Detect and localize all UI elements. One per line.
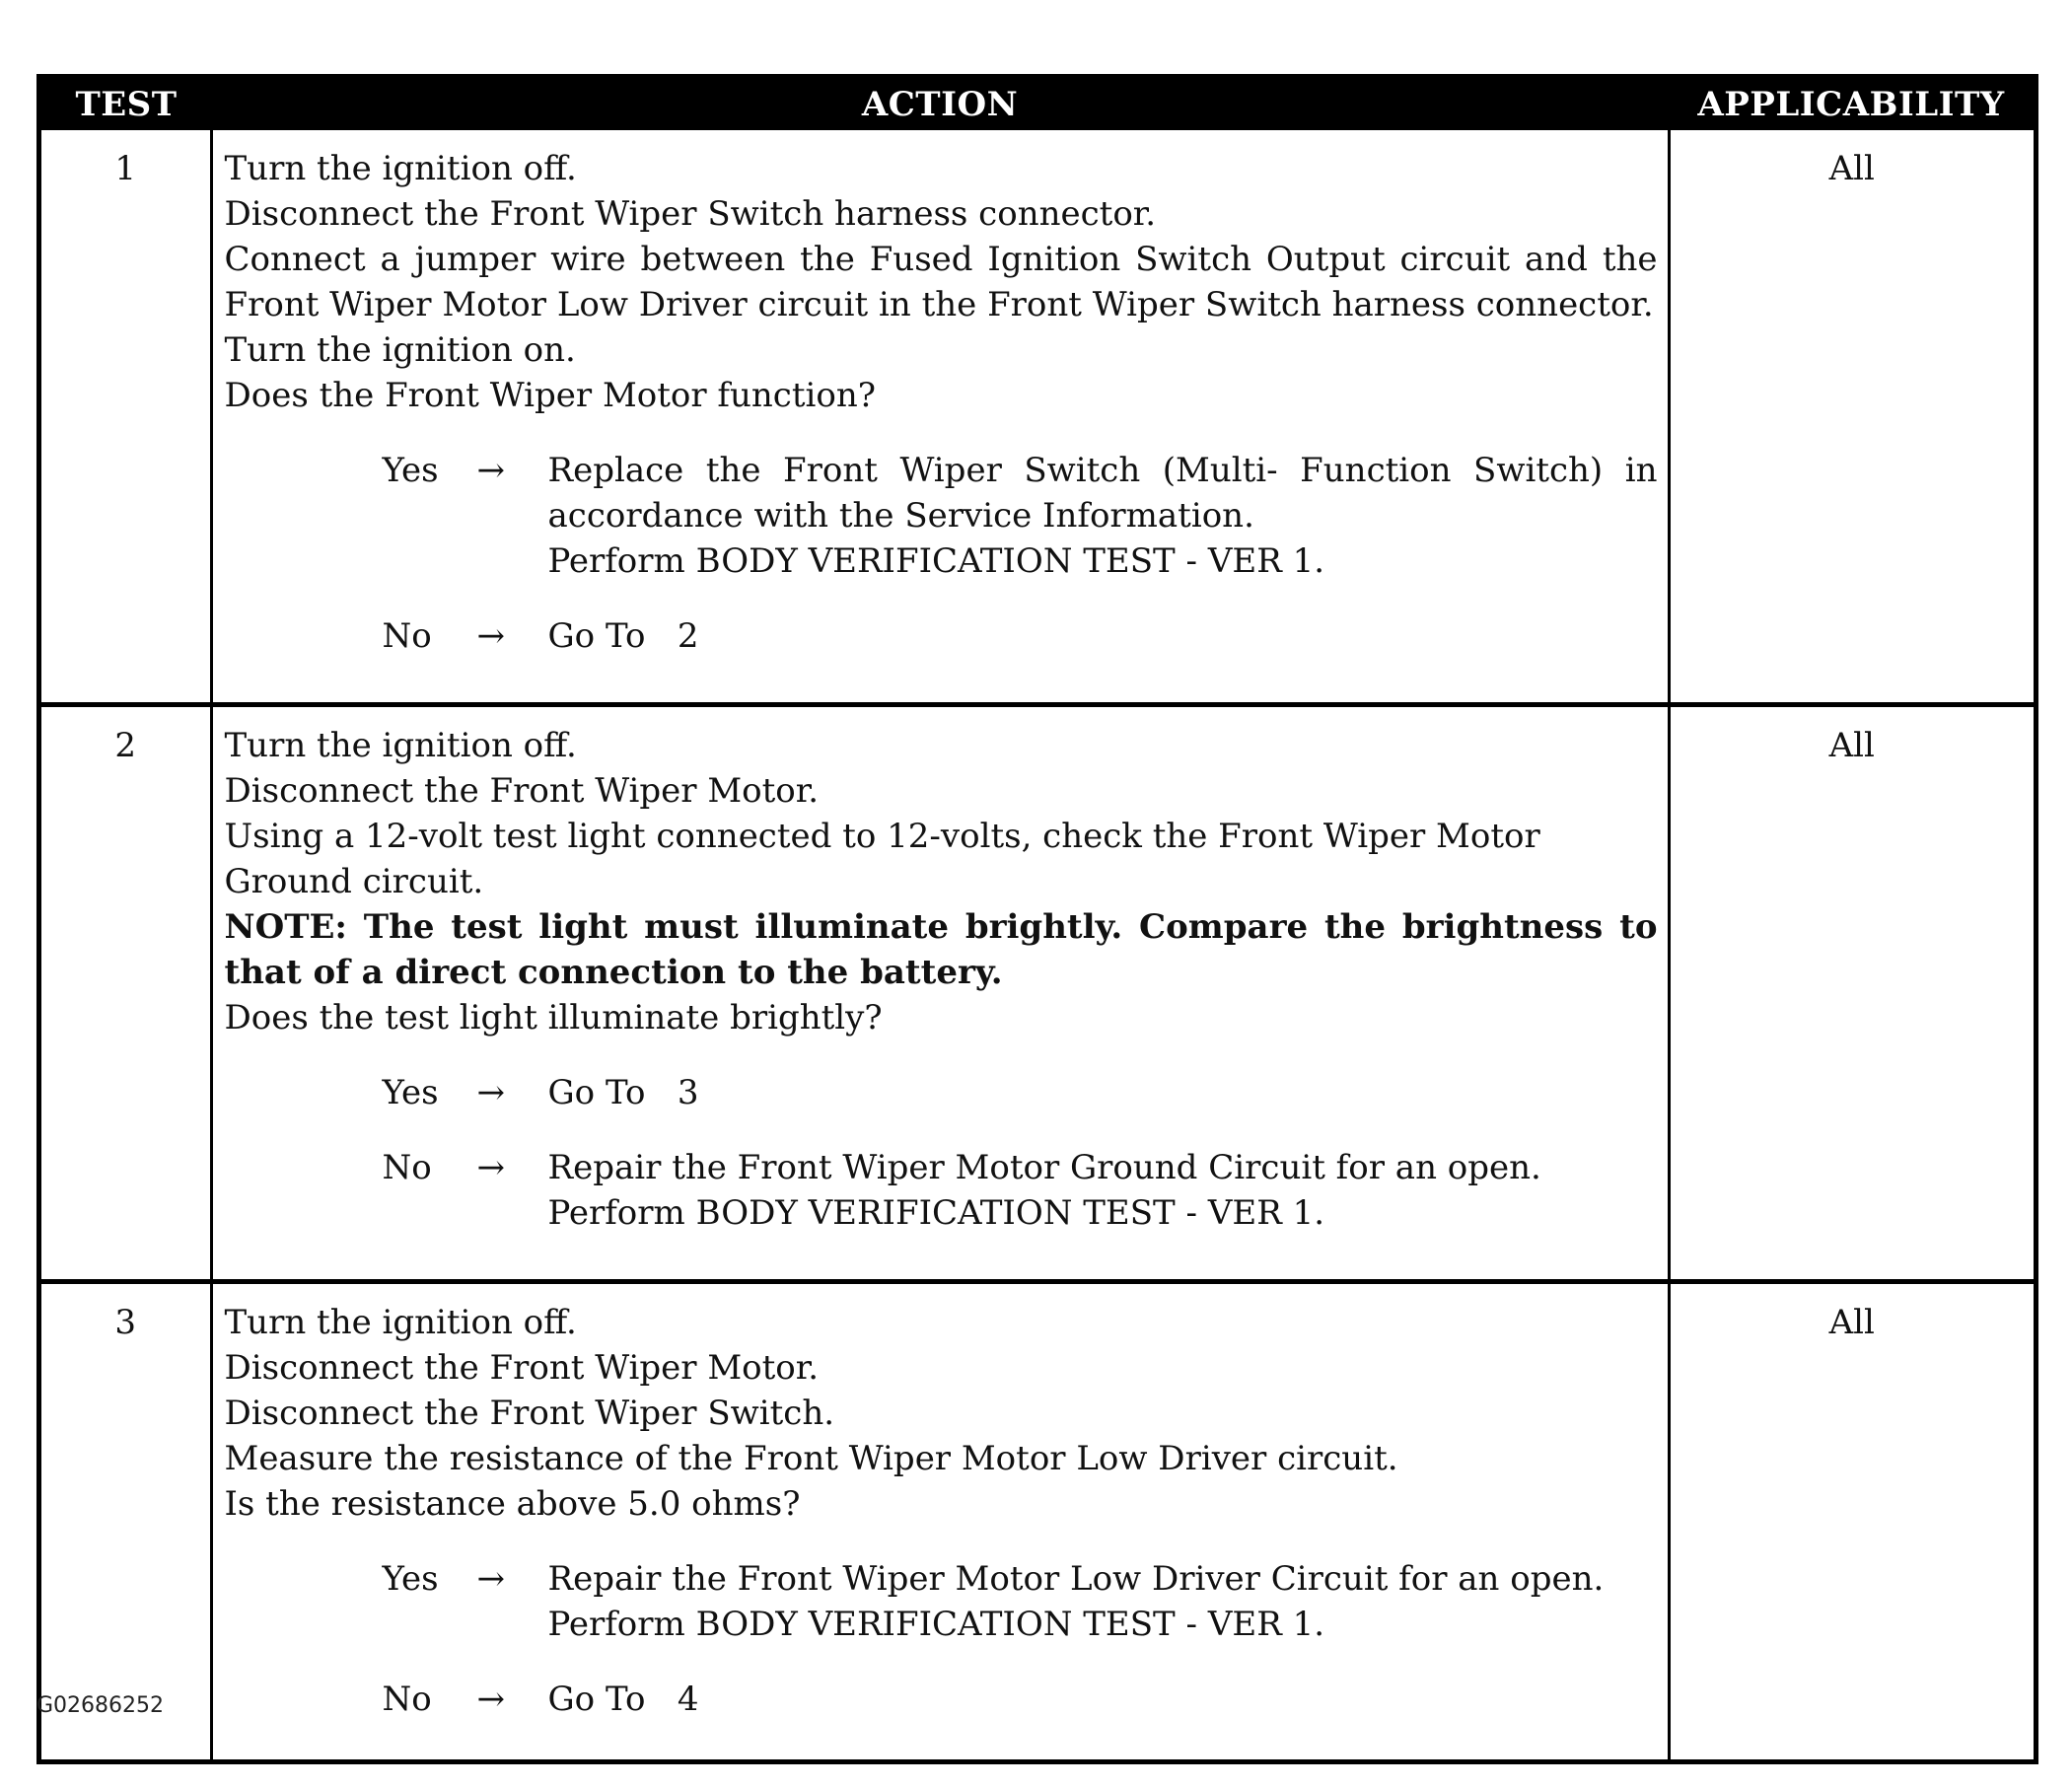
right-arrow-icon: → — [476, 451, 505, 490]
no-branch — [383, 1677, 1658, 1722]
right-arrow-icon: → — [476, 1559, 505, 1599]
no-label: No — [382, 1148, 432, 1187]
action-cell — [211, 705, 1669, 1282]
table-row — [41, 130, 2034, 705]
no-label: No — [382, 616, 432, 656]
applicability-value: All — [1828, 149, 1875, 188]
right-arrow-icon: → — [476, 1073, 505, 1112]
action-step: Using a 12-volt test light connected to 12-volts, check the Front Wiper Motor Ground circuit. — [224, 817, 1540, 901]
no-branch — [383, 1145, 1658, 1236]
goto-line: Go To 3 — [547, 1073, 699, 1112]
result-line: Replace the Front Wiper Switch (Multi- Function Switch) in accordance with the Service Information. — [547, 451, 1658, 536]
yes-result — [548, 448, 1658, 584]
figure-id: G02686252 — [36, 1693, 165, 1718]
yes-branch — [383, 448, 1658, 584]
action-step: Turn the ignition off. — [224, 1303, 577, 1342]
action-question: Does the Front Wiper Motor function? — [224, 376, 876, 415]
no-result — [548, 1677, 1658, 1722]
yes-label: Yes — [382, 1073, 439, 1112]
action-step: Disconnect the Front Wiper Motor. — [224, 771, 820, 811]
right-arrow-icon: → — [476, 1680, 505, 1719]
action-cell — [211, 130, 1669, 705]
action-question: Does the test light illuminate brightly? — [224, 998, 883, 1037]
result-line: Perform BODY VERIFICATION TEST - VER 1. — [547, 1193, 1325, 1233]
table-row — [41, 1282, 2034, 1760]
test-number: 3 — [41, 1282, 211, 1760]
goto-line: Go To 2 — [547, 616, 699, 656]
applicability-value: All — [1669, 705, 2034, 1282]
action-step: Disconnect the Front Wiper Switch. — [224, 1394, 835, 1433]
test-number: 1 — [41, 130, 211, 705]
result-line: Repair the Front Wiper Motor Ground Circuit for an open. — [547, 1148, 1541, 1187]
action-step: Measure the resistance of the Front Wiper Motor Low Driver circuit. — [224, 1439, 1398, 1478]
header-action: ACTION — [211, 79, 1669, 130]
yes-branch — [383, 1556, 1658, 1647]
right-arrow-icon: → — [476, 616, 505, 656]
result-line: Perform BODY VERIFICATION TEST - VER 1. — [547, 1605, 1325, 1644]
no-branch — [383, 613, 1658, 659]
no-result — [548, 1145, 1658, 1236]
yes-label: Yes — [382, 451, 439, 490]
action-step: Connect a jumper wire between the Fused Ignition Switch Output circuit and the Front Wiper Motor Low Driver circuit in the Front Wiper Switch harness connector. — [224, 240, 1658, 324]
yes-result — [548, 1070, 1658, 1115]
action-step: Turn the ignition off. — [224, 149, 577, 188]
test-number: 2 — [41, 705, 211, 1282]
result-line: Repair the Front Wiper Motor Low Driver Circuit for an open. — [547, 1559, 1605, 1599]
action-step: Turn the ignition on. — [224, 330, 576, 370]
result-line: Perform BODY VERIFICATION TEST - VER 1. — [547, 541, 1325, 581]
action-cell — [211, 1282, 1669, 1760]
goto-line: Go To 4 — [547, 1680, 699, 1719]
no-result — [548, 613, 1658, 659]
diagnostic-table — [41, 79, 2034, 1759]
diagnostic-table-frame — [36, 74, 2038, 1764]
yes-result — [548, 1556, 1658, 1647]
action-step: Disconnect the Front Wiper Switch harness connector. — [224, 194, 1157, 234]
yes-label: Yes — [382, 1559, 439, 1599]
header-test: TEST — [41, 79, 211, 130]
action-step: Disconnect the Front Wiper Motor. — [224, 1348, 820, 1388]
action-step: Turn the ignition off. — [224, 726, 577, 765]
header-applicability: APPLICABILITY — [1669, 79, 2034, 130]
action-question: Is the resistance above 5.0 ohms? — [224, 1484, 801, 1524]
table-row — [41, 705, 2034, 1282]
no-label: No — [382, 1680, 432, 1719]
table-header-row — [41, 79, 2034, 130]
yes-branch — [383, 1070, 1658, 1115]
applicability-value: All — [1669, 1282, 2034, 1760]
right-arrow-icon: → — [476, 1148, 505, 1187]
note-text: NOTE: The test light must illuminate brightly. Compare the brightness to that of a direct connection to the battery. — [224, 907, 1658, 992]
